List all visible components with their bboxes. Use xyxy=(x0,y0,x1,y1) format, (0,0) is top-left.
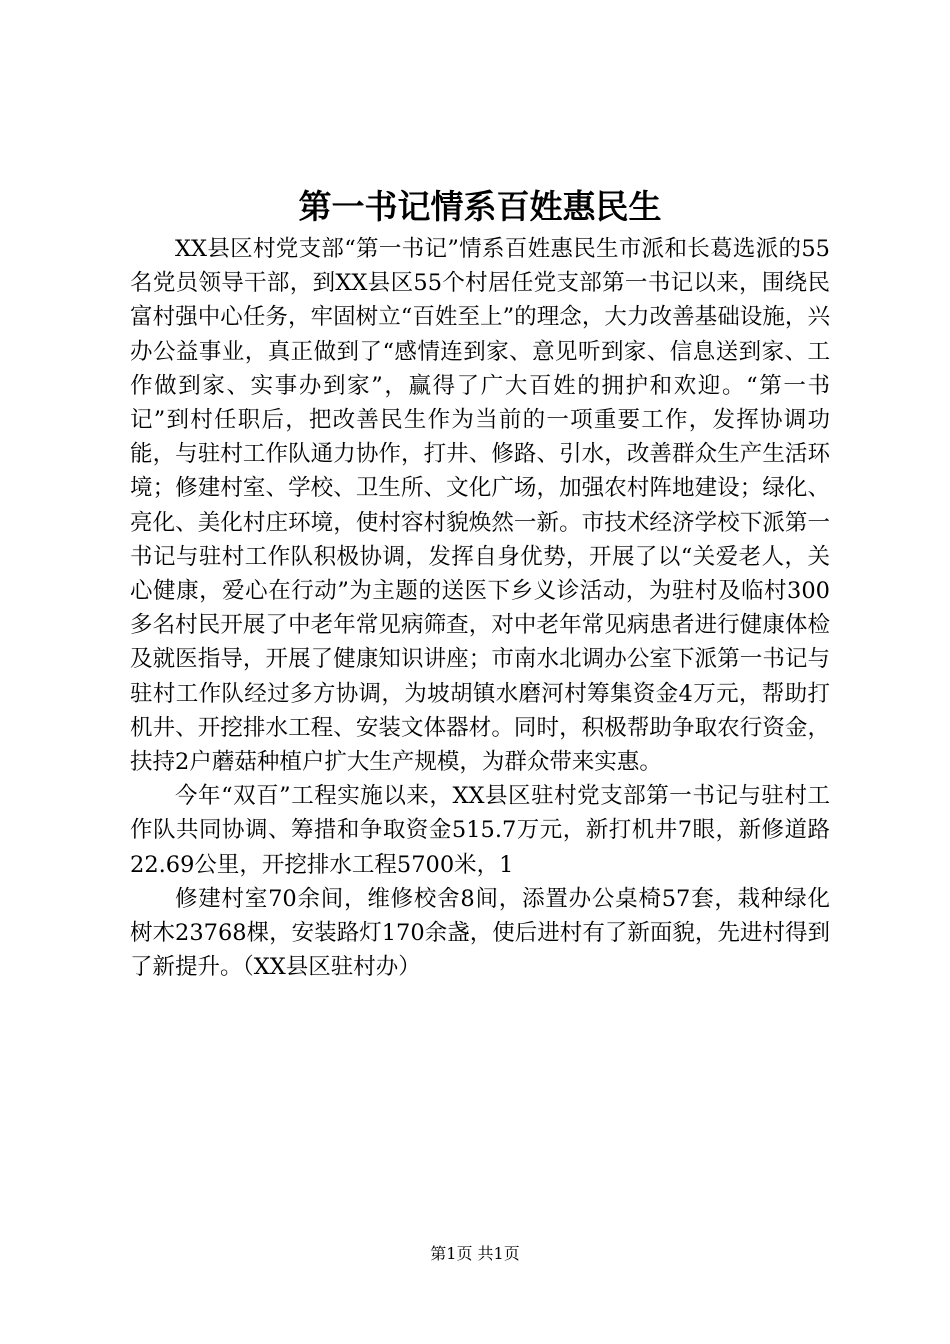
page-number-footer: 第1页 共1页 xyxy=(430,1244,520,1263)
paragraph-3: 修建村室70余间，维修校舍8间，添置办公桌椅57套，栽种绿化树木23768棵，安装路灯170余盏，使后进村有了新面貌，先进村得到了新提升。（XX县区驻村办） xyxy=(130,885,830,981)
paragraph-1: XX县区村党支部“第一书记”情系百姓惠民生市派和长葛选派的55名党员领导干部，到XX县区55个村居任党支部第一书记以来，围绕民富村强中心任务，牢固树立“百姓至上”的理念，大力改善基础设施，兴办公益事业，真正做到了“感情连到家、意见听到家、信息送到家、工作做到家、实事办到家”，赢得了广大百姓的拥护和欢迎。“第一书记”到村任职后，把改善民生作为当前的一项重要工作，发挥协调功能，与驻村工作队通力协作，打井、修路、引水，改善群众生产生活环境；修建村室、学校、卫生所、文化广场，加强农村阵地建设；绿化、亮化、美化村庄环境，使村容村貌焕然一新。市技术经济学校下派第一书记与驻村工作队积极协调，发挥自身优势，开展了以“关爱老人，关心健康，爱心在行动”为主题的送医下乡义诊活动，为驻村及临村300多名村民开展了中老年常见病筛查，对中老年常见病患者进行健康体检及就医指导，开展了健康知识讲座；市南水北调办公室下派第一书记与驻村工作队经过多方协调，为坡胡镇水磨河村筹集资金4万元，帮助打机井、开挖排水工程、安装文体器材。同时，积极帮助争取农行资金，扶持2户蘑菇种植户扩大生产规模，为群众带来实惠。 xyxy=(130,236,830,776)
document-body xyxy=(130,232,830,984)
paragraph-2: 今年“双百”工程实施以来，XX县区驻村党支部第一书记与驻村工作队共同协调、筹措和争取资金515.7万元，新打机井7眼，新修道路22.69公里，开挖排水工程5700米，1 xyxy=(130,783,830,878)
document-title: 第一书记情系百姓惠民生 xyxy=(298,187,662,226)
